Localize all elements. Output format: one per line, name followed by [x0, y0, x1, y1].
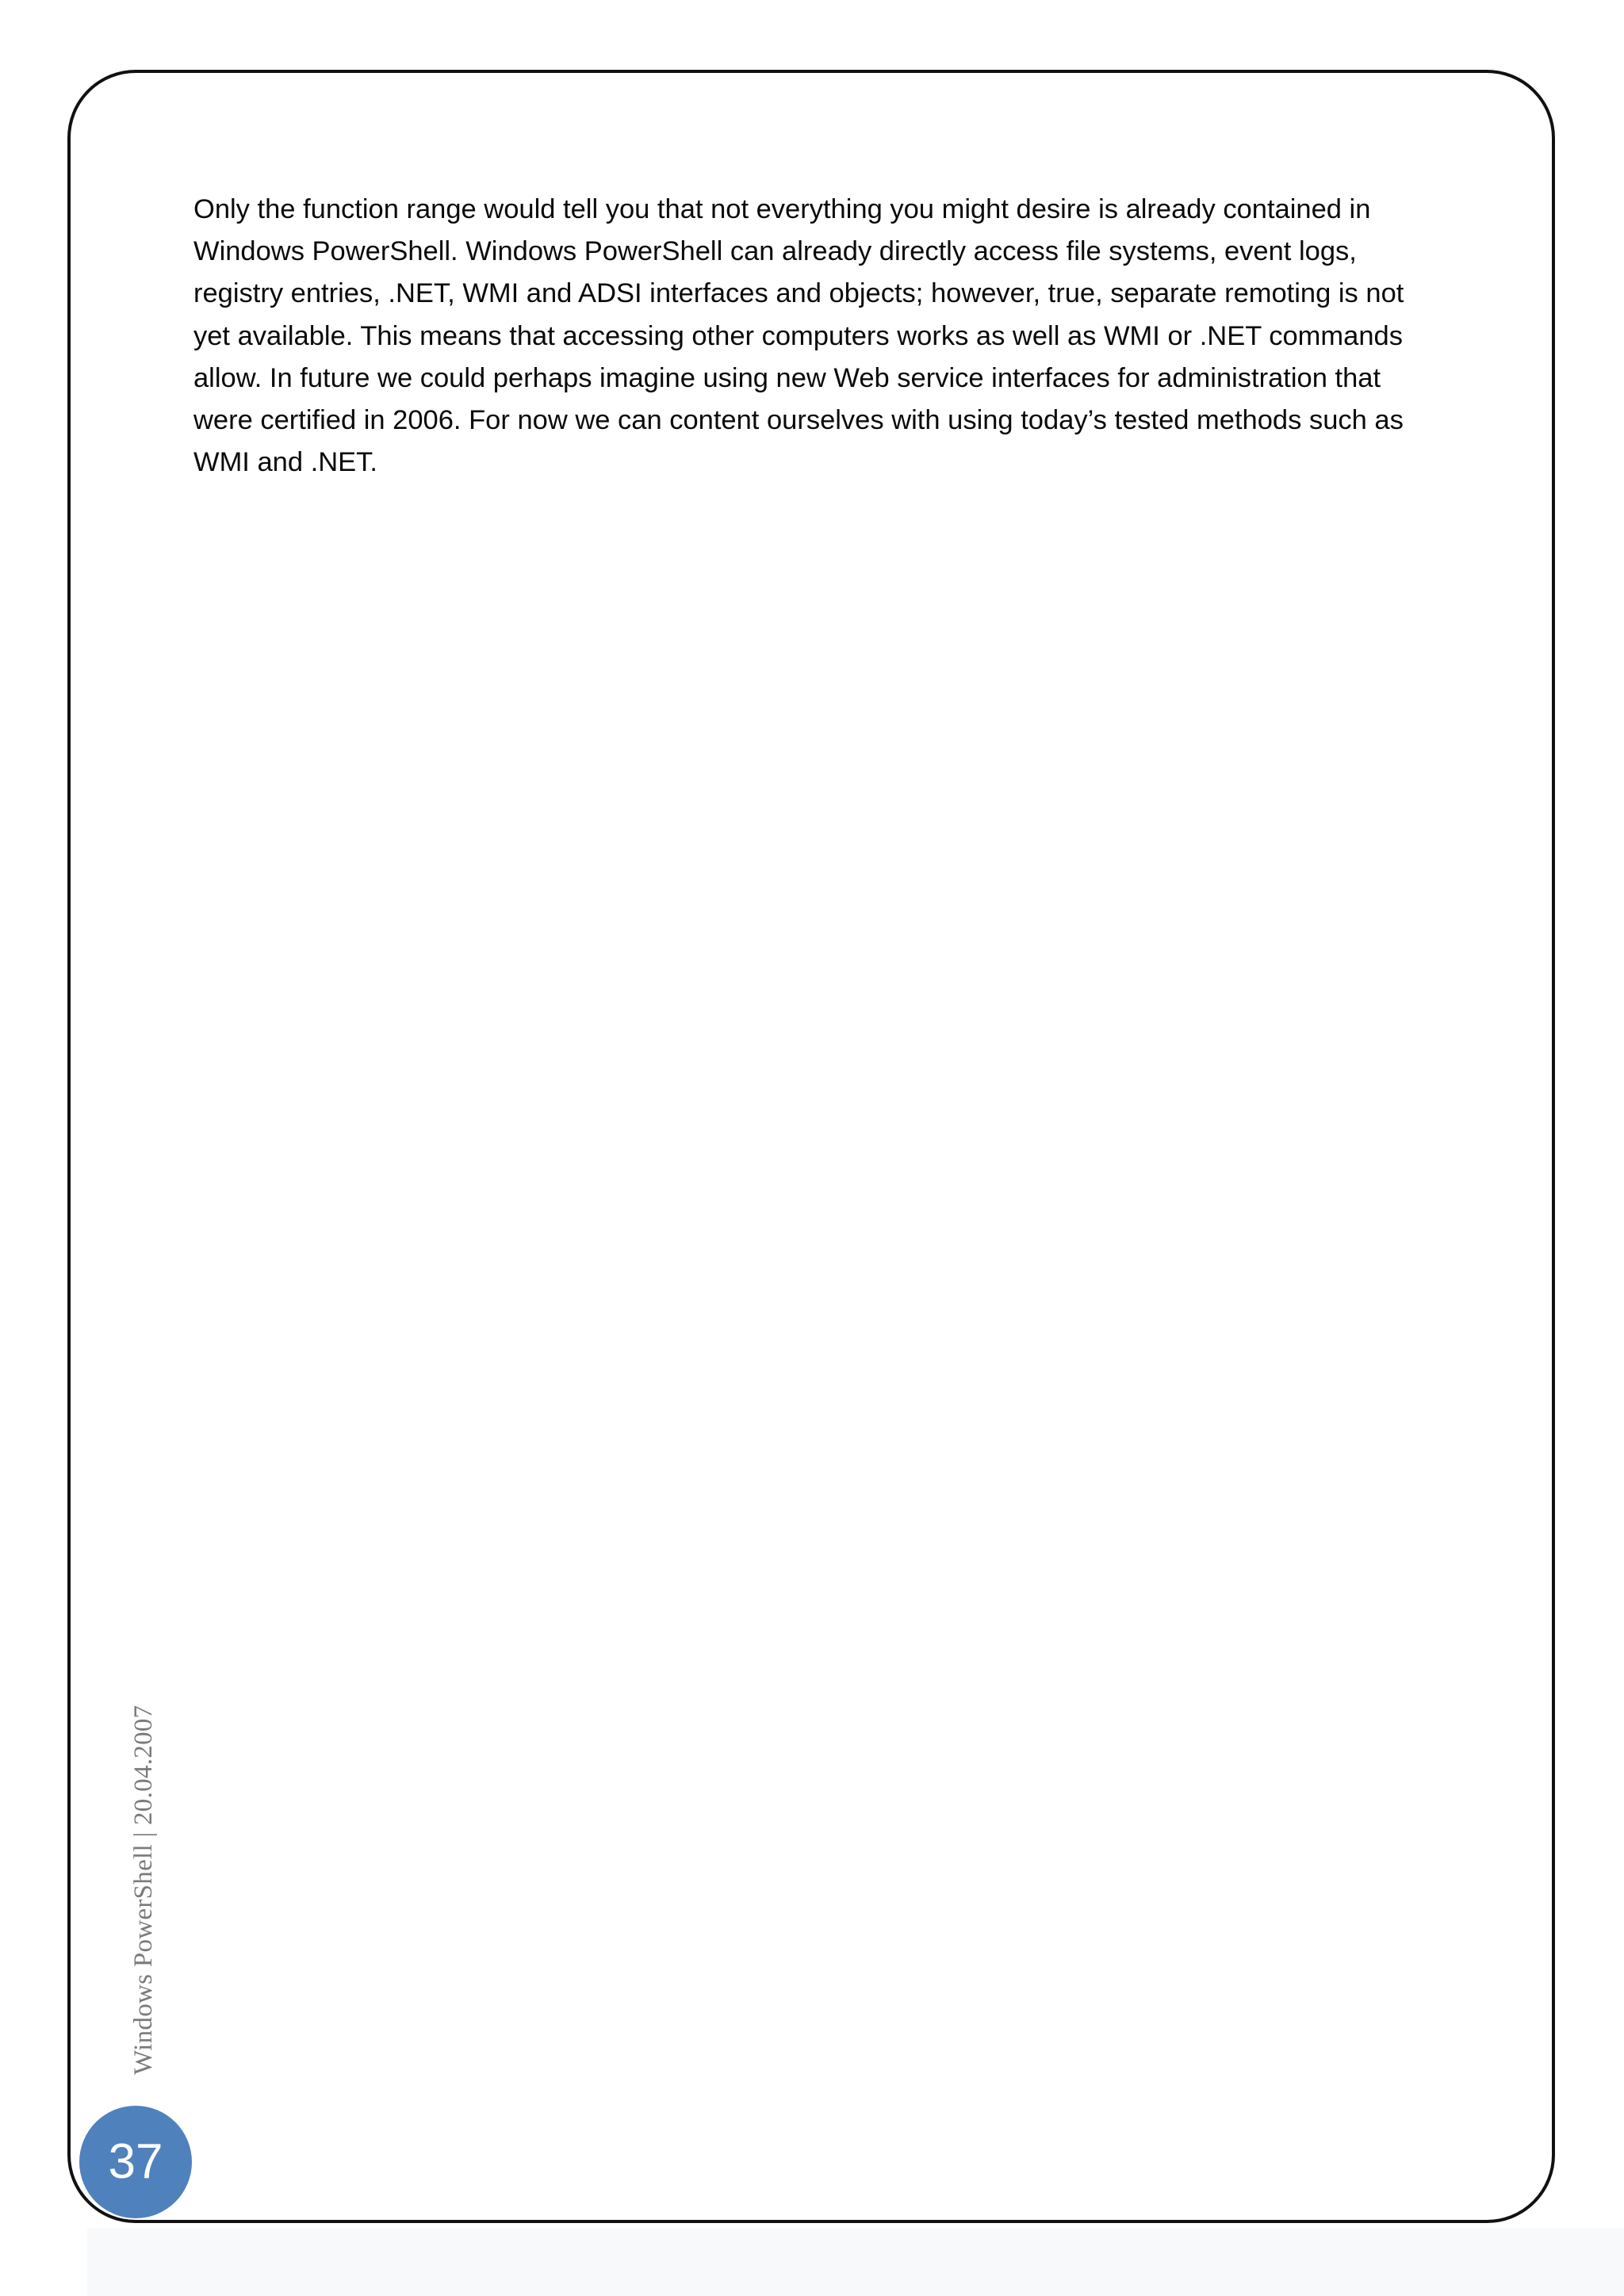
side-footer-text: Windows PowerShell | 20.04.2007	[129, 1705, 158, 2075]
body-paragraph: Only the function range would tell you that not everything you might desire is already contained in Windows PowerShell. Windows PowerShell can already directly access file systems, event logs, registry entries, .NET, WMI and ADSI interfaces and objects; however, true, separate remoting is not yet available. This means that accessing other computers works as well as WMI or .NET commands allow. In future we could perhaps imagine using new Web service interfaces for administration that were certified in 2006. For now we can content ourselves with using today’s tested methods such as WMI and .NET.	[193, 194, 1404, 478]
page-number-badge	[79, 2106, 192, 2218]
page-bottom-shade	[87, 2228, 1624, 2296]
page-number: 37	[108, 2134, 163, 2189]
